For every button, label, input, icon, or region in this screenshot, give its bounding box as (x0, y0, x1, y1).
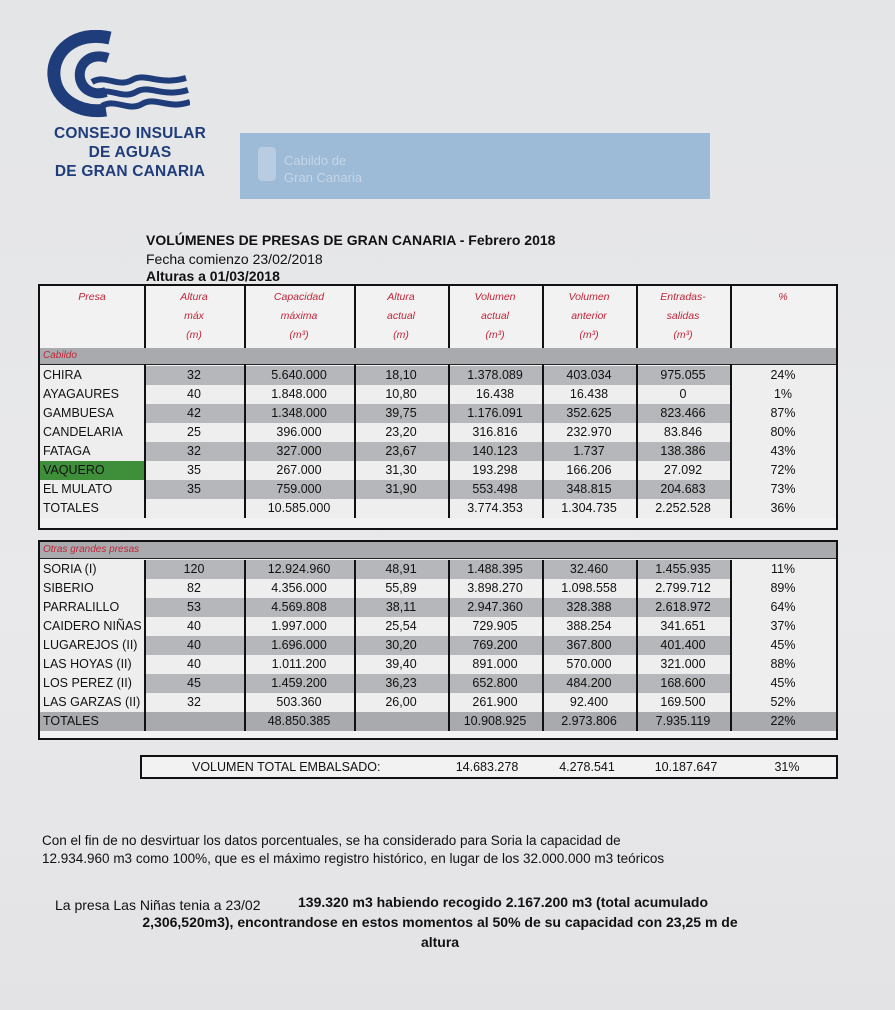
dam-name: CAIDERO NIÑAS (40, 617, 144, 636)
table-cell: 18,10 (354, 366, 448, 385)
table-cell: 32 (144, 366, 244, 385)
table-cell: 37% (730, 617, 836, 636)
dam-name: LOS PEREZ (II) (40, 674, 144, 693)
column-divider (448, 364, 450, 518)
table-cell: 1.488.395 (448, 560, 542, 579)
table-cell: 80% (730, 423, 836, 442)
table-cell: 403.034 (542, 366, 636, 385)
totals-cell: 10.585.000 (244, 499, 354, 518)
table-cell: 12.924.960 (244, 560, 354, 579)
dam-name: SORIA (I) (40, 560, 144, 579)
dam-name: PARRALILLO (40, 598, 144, 617)
column-header (636, 288, 730, 346)
table-cell: 204.683 (636, 480, 730, 499)
totals-label: TOTALES (40, 499, 144, 518)
column-divider (448, 560, 450, 731)
column-header-part: actual (480, 310, 510, 322)
table-cell: 26,00 (354, 693, 448, 712)
section-label: Cabildo (43, 350, 77, 361)
table-cell: 232.970 (542, 423, 636, 442)
column-header-part: Presa (78, 291, 106, 303)
table-cell: 1.098.558 (542, 579, 636, 598)
column-header-part: (m³) (485, 329, 505, 341)
table-cell: 553.498 (448, 480, 542, 499)
grand-total-vol-act: 14.683.278 (455, 760, 519, 774)
dam-name: LAS GARZAS (II) (40, 693, 144, 712)
table-cell: 759.000 (244, 480, 354, 499)
table-cell: 16.438 (542, 385, 636, 404)
totals-cell: 3.774.353 (448, 499, 542, 518)
column-header-part: (m) (393, 329, 409, 341)
table-cell: 1.737 (542, 442, 636, 461)
otras-presas-table (38, 540, 838, 740)
table-cell: 769.200 (448, 636, 542, 655)
table-cell: 83.846 (636, 423, 730, 442)
table-cell: 40 (144, 617, 244, 636)
totals-cell: 48.850.385 (244, 712, 354, 731)
table-cell: 1.848.000 (244, 385, 354, 404)
column-header-part: actual (386, 310, 416, 322)
column-divider (244, 364, 246, 518)
table-cell: 316.816 (448, 423, 542, 442)
soria-note-line2: 12.934.960 m3 como 100%, que es el máximo registro histórico, en lugar de los 32.000.000 m3 teóricos (42, 851, 665, 866)
logo (40, 30, 210, 195)
logo-waves-icon (40, 30, 190, 125)
table-cell: 16.438 (448, 385, 542, 404)
table-cell: 1.696.000 (244, 636, 354, 655)
column-header-part: Volumen (474, 291, 516, 303)
totals-cell: 36% (730, 499, 836, 518)
column-header-part: (m³) (673, 329, 693, 341)
totals-cell: 10.908.925 (448, 712, 542, 731)
totals-cell: 7.935.119 (636, 712, 730, 731)
table-cell: 327.000 (244, 442, 354, 461)
table-cell: 64% (730, 598, 836, 617)
column-divider (244, 560, 246, 731)
column-header (40, 288, 144, 346)
table-cell: 348.815 (542, 480, 636, 499)
column-header-part: Altura (387, 291, 415, 303)
column-divider (730, 560, 732, 731)
column-divider (448, 286, 450, 348)
column-header (244, 288, 354, 346)
table-cell: 1.011.200 (244, 655, 354, 674)
column-divider (636, 286, 638, 348)
table-cell: 39,40 (354, 655, 448, 674)
column-divider (144, 364, 146, 518)
table-cell: 36,23 (354, 674, 448, 693)
table-cell: 975.055 (636, 366, 730, 385)
table-cell: 2.947.360 (448, 598, 542, 617)
table-cell: 503.360 (244, 693, 354, 712)
cabildo-banner (240, 133, 710, 199)
grand-total-label: VOLUMEN TOTAL EMBALSADO: (192, 760, 381, 774)
table-cell: 45% (730, 674, 836, 693)
totals-label: TOTALES (40, 712, 144, 731)
dam-name: VAQUERO (40, 461, 144, 480)
table-cell: 23,20 (354, 423, 448, 442)
table-cell: 166.206 (542, 461, 636, 480)
dam-name: FATAGA (40, 442, 144, 461)
dam-name: AYAGAURES (40, 385, 144, 404)
column-divider (636, 560, 638, 731)
ninas-note-bold2: 2,306,520m3), encontrandose en estos momentos al 50% de su capacidad con 23,25 m de (142, 914, 738, 930)
table-cell: 40 (144, 655, 244, 674)
table-cell: 1.378.089 (448, 366, 542, 385)
column-divider (244, 286, 246, 348)
table-cell: 3.898.270 (448, 579, 542, 598)
table-cell: 52% (730, 693, 836, 712)
logo-text-line3: DE GRAN CANARIA (54, 163, 206, 180)
totals-empty (354, 499, 448, 518)
column-header-part: Entradas- (660, 291, 706, 303)
table-cell: 87% (730, 404, 836, 423)
table-cell: 40 (144, 636, 244, 655)
column-divider (542, 364, 544, 518)
totals-cell: 22% (730, 712, 836, 731)
document-title: VOLÚMENES DE PRESAS DE GRAN CANARIA - Febrero 2018 (146, 232, 556, 248)
table-cell: 352.625 (542, 404, 636, 423)
dam-name: LAS HOYAS (II) (40, 655, 144, 674)
table-cell: 1.348.000 (244, 404, 354, 423)
table-cell: 25,54 (354, 617, 448, 636)
totals-empty (144, 499, 244, 518)
table-cell: 4.569.808 (244, 598, 354, 617)
table-cell: 169.500 (636, 693, 730, 712)
table-cell: 321.000 (636, 655, 730, 674)
column-header (354, 288, 448, 346)
table-cell: 39,75 (354, 404, 448, 423)
table-cell: 267.000 (244, 461, 354, 480)
table-cell: 73% (730, 480, 836, 499)
table-cell: 35 (144, 461, 244, 480)
totals-empty (144, 712, 244, 731)
table-cell: 261.900 (448, 693, 542, 712)
table-cell: 55,89 (354, 579, 448, 598)
column-header-part: máxima (280, 310, 318, 322)
table-cell: 138.386 (636, 442, 730, 461)
table-cell: 31,90 (354, 480, 448, 499)
table-cell: 32.460 (542, 560, 636, 579)
dam-name: CHIRA (40, 366, 144, 385)
table-cell: 30,20 (354, 636, 448, 655)
column-header (542, 288, 636, 346)
column-divider (354, 560, 356, 731)
ninas-note-bold3: altura (420, 934, 460, 950)
column-divider (144, 560, 146, 731)
table-cell: 40 (144, 385, 244, 404)
dam-name: CANDELARIA (40, 423, 144, 442)
alturas-date: Alturas a 01/03/2018 (146, 268, 280, 284)
cabildo-table (38, 284, 838, 530)
table-cell: 88% (730, 655, 836, 674)
table-cell: 367.800 (542, 636, 636, 655)
column-header-part: máx (184, 310, 204, 322)
column-header-part: (m³) (579, 329, 599, 341)
column-divider (542, 286, 544, 348)
table-cell: 729.905 (448, 617, 542, 636)
column-divider (730, 286, 732, 348)
table-cell: 24% (730, 366, 836, 385)
dam-name: GAMBUESA (40, 404, 144, 423)
table-cell: 484.200 (542, 674, 636, 693)
table-cell: 1.176.091 (448, 404, 542, 423)
column-header (144, 288, 244, 346)
table-cell: 570.000 (542, 655, 636, 674)
totals-cell: 2.252.528 (636, 499, 730, 518)
row-divider (40, 364, 836, 365)
table-cell: 32 (144, 442, 244, 461)
column-divider (354, 286, 356, 348)
table-cell: 82 (144, 579, 244, 598)
table-cell: 53 (144, 598, 244, 617)
totals-cell: 1.304.735 (542, 499, 636, 518)
table-cell: 5.640.000 (244, 366, 354, 385)
column-header-part: % (778, 291, 788, 303)
table-cell: 891.000 (448, 655, 542, 674)
table-cell: 38,11 (354, 598, 448, 617)
totals-empty (354, 712, 448, 731)
table-cell: 35 (144, 480, 244, 499)
banner-text-line1: Cabildo de (284, 153, 347, 168)
column-divider (542, 560, 544, 731)
grand-total-row (140, 755, 838, 779)
banner-text-line2: Gran Canaria (284, 170, 363, 185)
table-cell: 396.000 (244, 423, 354, 442)
table-cell: 0 (636, 385, 730, 404)
logo-text-line1: CONSEJO INSULAR (54, 125, 206, 142)
row-divider (40, 558, 836, 559)
column-divider (354, 364, 356, 518)
table-cell: 328.388 (542, 598, 636, 617)
column-header-part: Volumen (568, 291, 610, 303)
table-cell: 823.466 (636, 404, 730, 423)
logo-text-line2: DE AGUAS (88, 144, 172, 161)
column-header-part: salidas (666, 310, 700, 322)
table-cell: 120 (144, 560, 244, 579)
section-label: Otras grandes presas (43, 544, 140, 555)
table-cell: 27.092 (636, 461, 730, 480)
table-cell: 89% (730, 579, 836, 598)
grand-total-es: 10.187.647 (654, 760, 718, 774)
table-cell: 11% (730, 560, 836, 579)
soria-note-line1: Con el fin de no desvirtuar los datos porcentuales, se ha considerado para Soria la capacidad de (42, 833, 621, 848)
table-cell: 32 (144, 693, 244, 712)
table-cell: 401.400 (636, 636, 730, 655)
table-cell: 92.400 (542, 693, 636, 712)
table-cell: 1.459.200 (244, 674, 354, 693)
grand-total-vol-ant: 4.278.541 (559, 760, 615, 774)
table-cell: 140.123 (448, 442, 542, 461)
column-header-part: anterior (571, 310, 607, 322)
table-cell: 652.800 (448, 674, 542, 693)
table-cell: 23,67 (354, 442, 448, 461)
dam-name: SIBERIO (40, 579, 144, 598)
table-cell: 43% (730, 442, 836, 461)
table-cell: 193.298 (448, 461, 542, 480)
table-cell: 4.356.000 (244, 579, 354, 598)
table-cell: 25 (144, 423, 244, 442)
fecha-comienzo: Fecha comienzo 23/02/2018 (146, 251, 323, 267)
table-cell: 1% (730, 385, 836, 404)
column-header (448, 288, 542, 346)
column-divider (636, 364, 638, 518)
table-cell: 42 (144, 404, 244, 423)
table-cell: 168.600 (636, 674, 730, 693)
dam-name: LUGAREJOS (II) (40, 636, 144, 655)
table-cell: 1.997.000 (244, 617, 354, 636)
grand-total-pct: 31% (774, 760, 800, 774)
dam-name: EL MULATO (40, 480, 144, 499)
totals-cell: 2.973.806 (542, 712, 636, 731)
table-cell: 31,30 (354, 461, 448, 480)
table-cell: 10,80 (354, 385, 448, 404)
table-cell: 2.799.712 (636, 579, 730, 598)
table-cell: 72% (730, 461, 836, 480)
table-cell: 48,91 (354, 560, 448, 579)
table-cell: 341.651 (636, 617, 730, 636)
column-header-part: (m) (186, 329, 202, 341)
column-header-part: Altura (180, 291, 208, 303)
table-cell: 388.254 (542, 617, 636, 636)
table-cell: 1.455.935 (636, 560, 730, 579)
column-header-part: (m³) (289, 329, 309, 341)
table-cell: 45% (730, 636, 836, 655)
column-header (730, 288, 836, 346)
crest-icon (258, 147, 276, 181)
column-divider (730, 364, 732, 518)
column-divider (144, 286, 146, 348)
table-cell: 2.618.972 (636, 598, 730, 617)
ninas-note-prefix: La presa Las Niñas tenia a 23/02 (55, 897, 261, 913)
table-cell: 45 (144, 674, 244, 693)
column-header-part: Capacidad (273, 291, 325, 303)
ninas-note-bold1: 139.320 m3 habiendo recogido 2.167.200 m3 (total acumulado (298, 894, 709, 910)
